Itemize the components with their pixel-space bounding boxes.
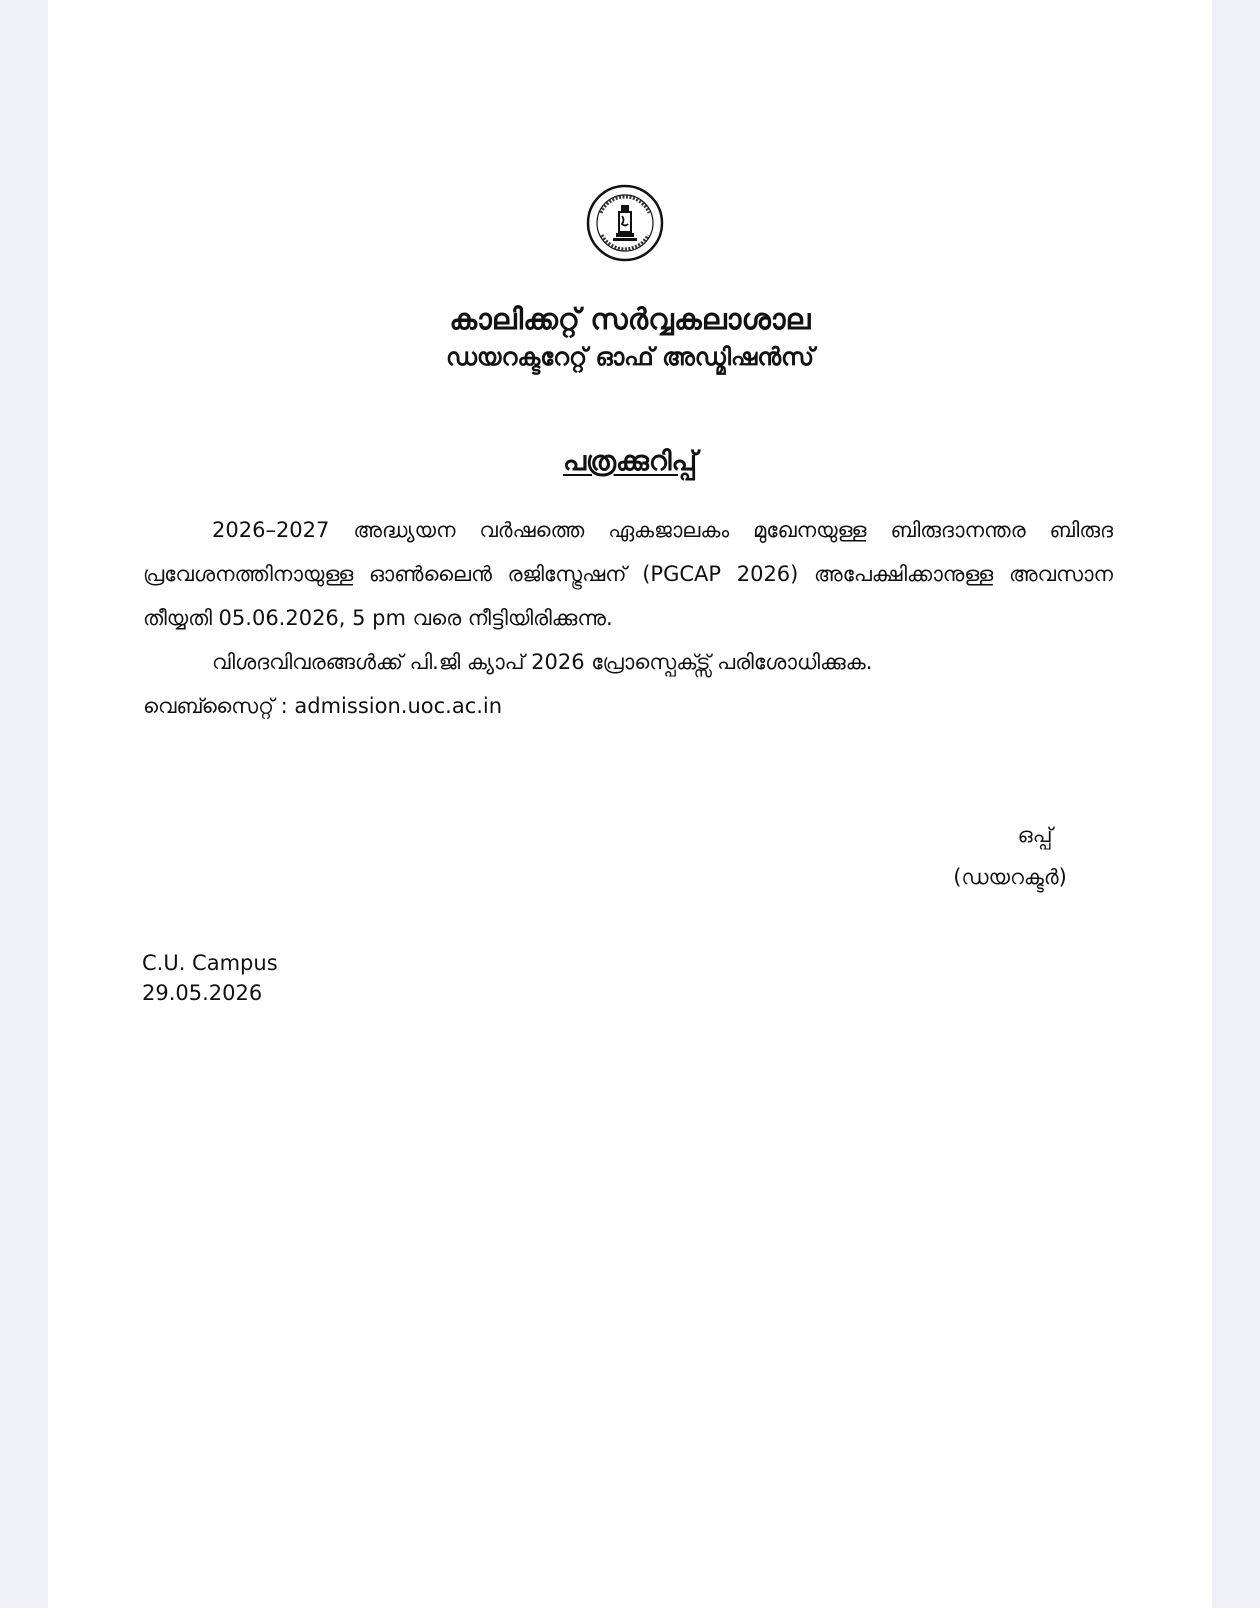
university-seal-icon [585,183,665,263]
document-body [143,508,1113,728]
paragraph-registration: 2026–2027 അദ്ധ്യയന വർഷത്തെ ഏകജാലകം മുഖേനയുള്ള ബിരുദാനന്തര ബിരുദ പ്രവേശനത്തിനായുള്ള ഓൺലൈൻ രജിസ്ട്രേഷന് (PGCAP 2026) അപേക്ഷിക്കാനുള്ള അവസാന തീയ്യതി 05.06.2026, 5 pm വരെ നീട്ടിയിരിക്കുന്നു. [143,518,1113,630]
directorate-name: ഡയറക്ടറേറ്റ് ഓഫ് അഡ്മിഷൻസ് [445,343,815,371]
university-name: കാലിക്കറ്റ് സർവ്വകലാശാല [449,302,811,336]
document-title: പത്രക്കുറിപ്പ് [562,446,698,477]
signature-block [930,814,1090,898]
footer-block [142,948,278,1008]
paragraph-details: വിശദവിവരങ്ങൾക്ക് പി.ജി ക്യാപ് 2026 പ്രോസ്പെക്ട്സ് പരിശോധിക്കുക. [212,650,873,674]
place: C.U. Campus [142,951,278,975]
signature-label: ഒപ്പ് [1017,823,1053,847]
date: 29.05.2026 [142,981,263,1005]
website-line: വെബ്സൈറ്റ് : admission.uoc.ac.in [143,694,503,718]
signatory-designation: (ഡയറക്ടർ) [953,865,1067,889]
